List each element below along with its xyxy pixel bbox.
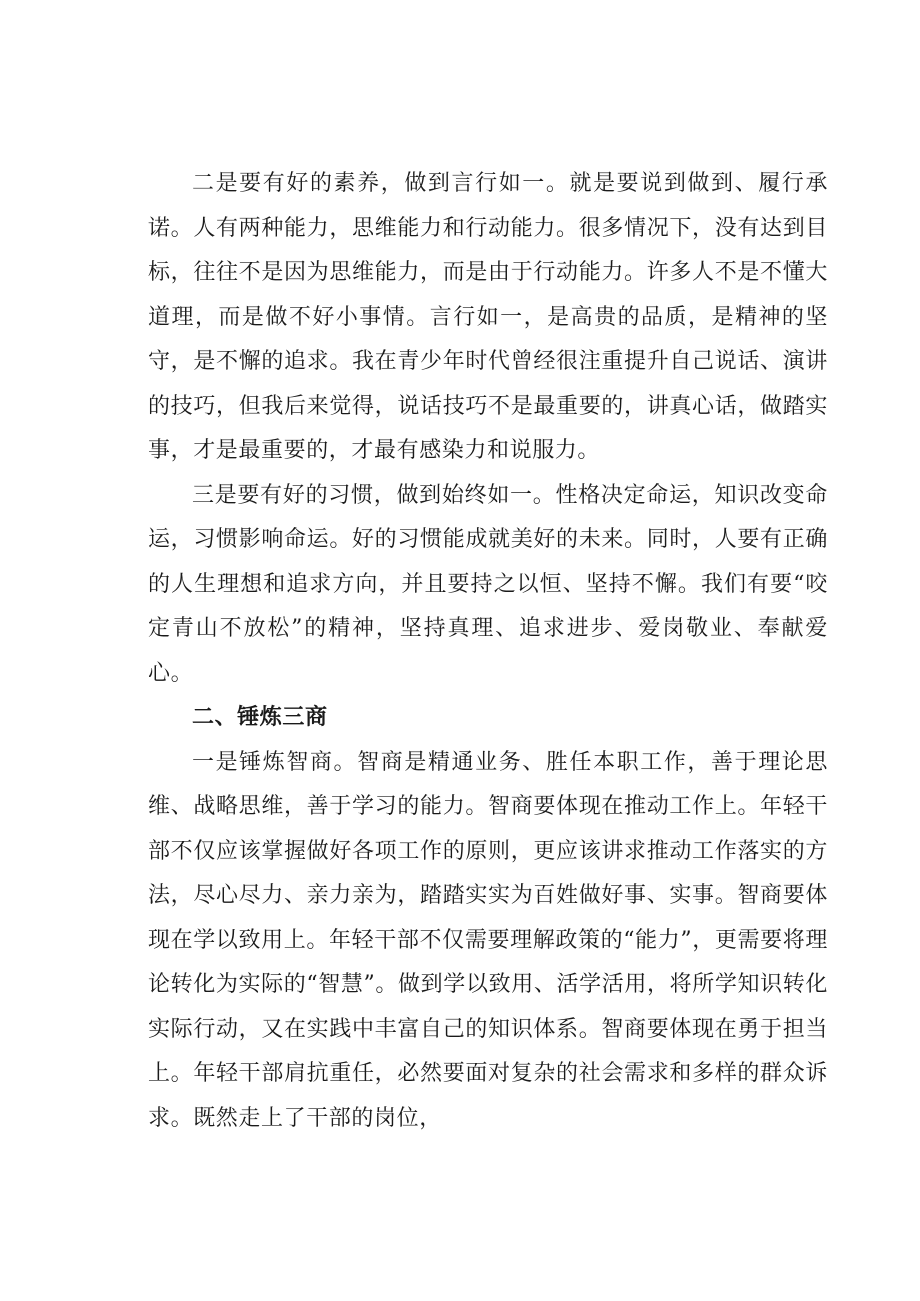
document-body [148,162,828,1141]
section-heading: 二、锤炼三商 [192,705,328,730]
paragraph-good-quality: 二是要有好的素养，做到言行如一。就是要说到做到、履行承诺。人有两种能力，思维能力和行动能力。很多情况下，没有达到目标，往往不是因为思维能力，而是由于行动能力。许多人不是不懂大道理，而是做不好小事情。言行如一，是高贵的品质，是精神的坚守，是不懈的追求。我在青少年时代曾经很注重提升自己说话、演讲的技巧，但我后来觉得，说话技巧不是最重要的，讲真心话，做踏实事，才是最重要的，才最有感染力和说服力。 [148,171,828,463]
paragraph-good-habits: 三是要有好的习惯，做到始终如一。性格决定命运，知识改变命运，习惯影响命运。好的习惯能成就美好的未来。同时，人要有正确的人生理想和追求方向，并且要持之以恒、坚持不懈。我们有要“咬定青山不放松”的精神，坚持真理、追求进步、爱岗敬业、奉献爱心。 [148,482,828,686]
paragraph-intelligence: 一是锤炼智商。智商是精通业务、胜任本职工作，善于理论思维、战略思维，善于学习的能力。智商要体现在推动工作上。年轻干部不仅应该掌握做好各项工作的原则，更应该讲求推动工作落实的方法，尽心尽力、亲力亲为，踏踏实实为百姓做好事、实事。智商要体现在学以致用上。年轻干部不仅需要理解政策的“能力”，更需要将理论转化为实际的“智慧”。做到学以致用、活学活用，将所学知识转化实际行动，又在实践中丰富自己的知识体系。智商要体现在勇于担当上。年轻干部肩抗重任，必然要面对复杂的社会需求和多样的群众诉求。既然走上了干部的岗位， [148,749,828,1131]
